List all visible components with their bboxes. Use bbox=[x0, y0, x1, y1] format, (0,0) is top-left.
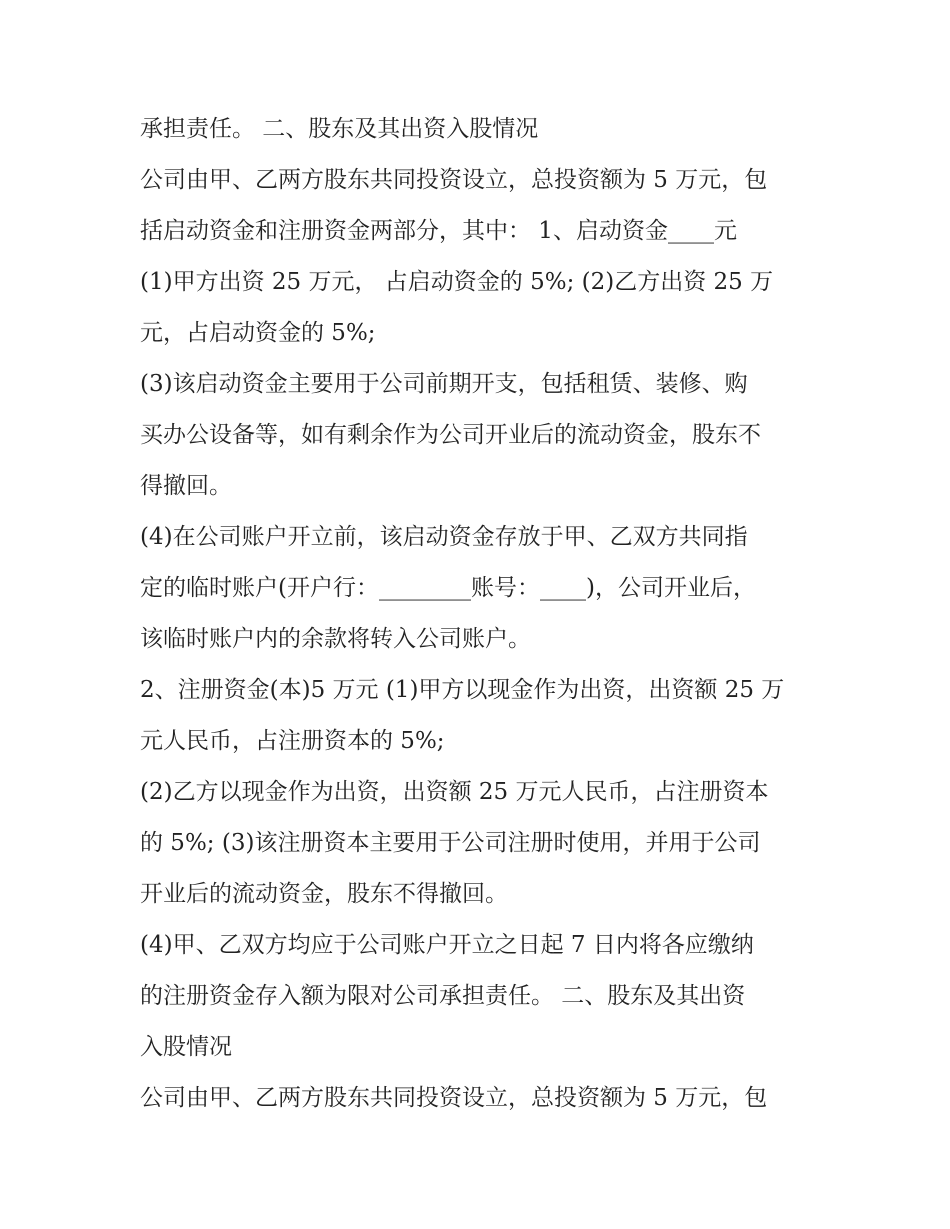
text-line: 承担责任。 二、股东及其出资入股情况 bbox=[140, 116, 539, 142]
text-line: 该临时账户内的余款将转入公司账户。 bbox=[140, 626, 531, 652]
text-line: 元，占启动资金的 5%; bbox=[140, 320, 376, 346]
text-line: 的注册资金存入额为限对公司承担责任。 二、股东及其出资 bbox=[140, 983, 746, 1009]
text-line: 得撤回。 bbox=[140, 473, 232, 499]
text-line: (1)甲方出资 25 万元， 占启动资金的 5%; (2)乙方出资 25 万 bbox=[140, 269, 774, 295]
text-line: (4)甲、乙双方均应于公司账户开立之日起 7 日内将各应缴纳 bbox=[140, 932, 754, 958]
text-line: 买办公设备等，如有剩余作为公司开业后的流动资金，股东不 bbox=[140, 422, 761, 448]
text-line: (3)该启动资金主要用于公司前期开支，包括租赁、装修、购 bbox=[140, 371, 748, 397]
text-line: 2、注册资金(本)5 万元 (1)甲方以现金作为出资，出资额 25 万 bbox=[140, 677, 785, 703]
text-line: 的 5%; (3)该注册资本主要用于公司注册时使用，并用于公司 bbox=[140, 830, 761, 856]
text-line: 括启动资金和注册资金两部分，其中： 1、启动资金____元 bbox=[140, 218, 737, 244]
text-line: (4)在公司账户开立前，该启动资金存放于甲、乙双方共同指 bbox=[140, 524, 748, 550]
text-line: 公司由甲、乙两方股东共同投资设立，总投资额为 5 万元，包 bbox=[140, 1085, 768, 1111]
text-line: 入股情况 bbox=[140, 1034, 232, 1060]
text-line: (2)乙方以现金作为出资，出资额 25 万元人民币，占注册资本 bbox=[140, 779, 769, 805]
text-line: 公司由甲、乙两方股东共同投资设立，总投资额为 5 万元，包 bbox=[140, 167, 768, 193]
document-body bbox=[140, 104, 820, 1124]
text-line: 开业后的流动资金，股东不得撤回。 bbox=[140, 881, 508, 907]
text-line: 元人民币，占注册资本的 5%; bbox=[140, 728, 445, 754]
text-line: 定的临时账户(开户行：________账号：____)，公司开业后， bbox=[140, 575, 756, 601]
